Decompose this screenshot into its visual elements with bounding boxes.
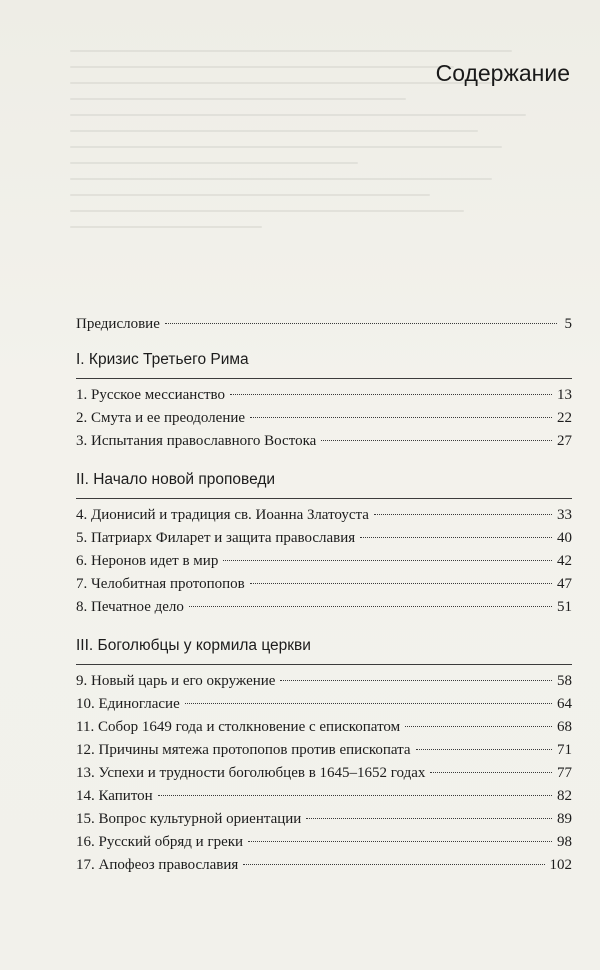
toc-entry-label: Предисловие (76, 316, 160, 332)
dot-leader (158, 795, 552, 796)
toc-entry[interactable] (76, 433, 572, 456)
toc-entry-page: 58 (557, 673, 572, 689)
toc-entry-page: 71 (557, 742, 572, 758)
part-rule (76, 378, 572, 379)
toc-entry-page: 5 (564, 316, 572, 332)
dot-leader (416, 749, 552, 750)
toc-entry-label: 4. Дионисий и традиция св. Иоанна Златоуста (76, 507, 369, 523)
dot-leader (189, 606, 552, 607)
toc-entry[interactable] (76, 742, 572, 765)
toc-entry-page: 51 (557, 599, 572, 615)
toc-entry[interactable] (76, 599, 572, 622)
part-heading: II. Начало новой проповеди (76, 471, 276, 488)
toc-entry-page: 22 (557, 410, 572, 426)
dot-leader (405, 726, 552, 727)
toc-entry-preface[interactable] (76, 316, 572, 339)
toc-entry-label: 17. Апофеоз православия (76, 857, 239, 873)
toc-entry-page: 40 (557, 530, 572, 546)
toc-entry-page: 27 (557, 433, 572, 449)
dot-leader (430, 772, 552, 773)
part-heading: I. Кризис Третьего Рима (76, 351, 249, 368)
toc-entry-label: 7. Челобитная протопопов (76, 576, 245, 592)
toc-entry[interactable] (76, 553, 572, 576)
toc-entry-page: 64 (557, 696, 572, 712)
dot-leader (360, 537, 552, 538)
toc-entry-label: 10. Единогласие (76, 696, 180, 712)
toc-entry[interactable] (76, 857, 572, 880)
dot-leader (230, 394, 552, 395)
toc-entry[interactable] (76, 834, 572, 857)
toc-entry-label: 6. Неронов идет в мир (76, 553, 219, 569)
toc-entry-label: 5. Патриарх Филарет и защита православия (76, 530, 356, 546)
toc-entry-page: 33 (557, 507, 572, 523)
dot-leader (250, 417, 552, 418)
toc-entry-page: 13 (557, 387, 572, 403)
toc-entry-page: 68 (557, 719, 572, 735)
toc-entry[interactable] (76, 673, 572, 696)
toc-entry[interactable] (76, 410, 572, 433)
toc-entry-label: 14. Капитон (76, 788, 153, 804)
toc-entry-label: 12. Причины мятежа протопопов против епископата (76, 742, 411, 758)
toc-entry-page: 102 (549, 857, 572, 873)
toc-entry-label: 9. Новый царь и его окружение (76, 673, 276, 689)
dot-leader (250, 583, 552, 584)
dot-leader (280, 680, 552, 681)
toc-entry[interactable] (76, 696, 572, 719)
part-rule (76, 498, 572, 499)
toc-entry[interactable] (76, 530, 572, 553)
toc-entry-label: 2. Смута и ее преодоление (76, 410, 246, 426)
toc-entry-page: 82 (557, 788, 572, 804)
toc-entry-label: 16. Русский обряд и греки (76, 834, 244, 850)
toc-entry[interactable] (76, 811, 572, 834)
toc-entry[interactable] (76, 719, 572, 742)
dot-leader (165, 323, 557, 324)
page-title: Содержание (435, 60, 570, 86)
toc-entry[interactable] (76, 576, 572, 599)
dot-leader (223, 560, 552, 561)
toc-entry-label: 8. Печатное дело (76, 599, 184, 615)
toc-entry-label: 15. Вопрос культурной ориентации (76, 811, 302, 827)
bleed-through-text (70, 50, 550, 310)
dot-leader (248, 841, 552, 842)
toc-entry-page: 89 (557, 811, 572, 827)
table-of-contents (76, 316, 572, 880)
part-heading: III. Боголюбцы у кормила церкви (76, 637, 311, 654)
toc-entry-page: 47 (557, 576, 572, 592)
dot-leader (185, 703, 552, 704)
toc-entry[interactable] (76, 765, 572, 788)
toc-entry[interactable] (76, 387, 572, 410)
toc-entry-page: 42 (557, 553, 572, 569)
toc-entry-label: 13. Успехи и трудности боголюбцев в 1645–1652 годах (76, 765, 426, 781)
part-rule (76, 664, 572, 665)
dot-leader (321, 440, 552, 441)
dot-leader (243, 864, 544, 865)
toc-entry-page: 77 (557, 765, 572, 781)
toc-entry-label: 3. Испытания православного Востока (76, 433, 317, 449)
toc-entry[interactable] (76, 788, 572, 811)
toc-entry-label: 11. Собор 1649 года и столкновение с епископатом (76, 719, 401, 735)
dot-leader (306, 818, 552, 819)
toc-entry[interactable] (76, 507, 572, 530)
toc-entry-page: 98 (557, 834, 572, 850)
toc-entry-label: 1. Русское мессианство (76, 387, 226, 403)
dot-leader (374, 514, 552, 515)
